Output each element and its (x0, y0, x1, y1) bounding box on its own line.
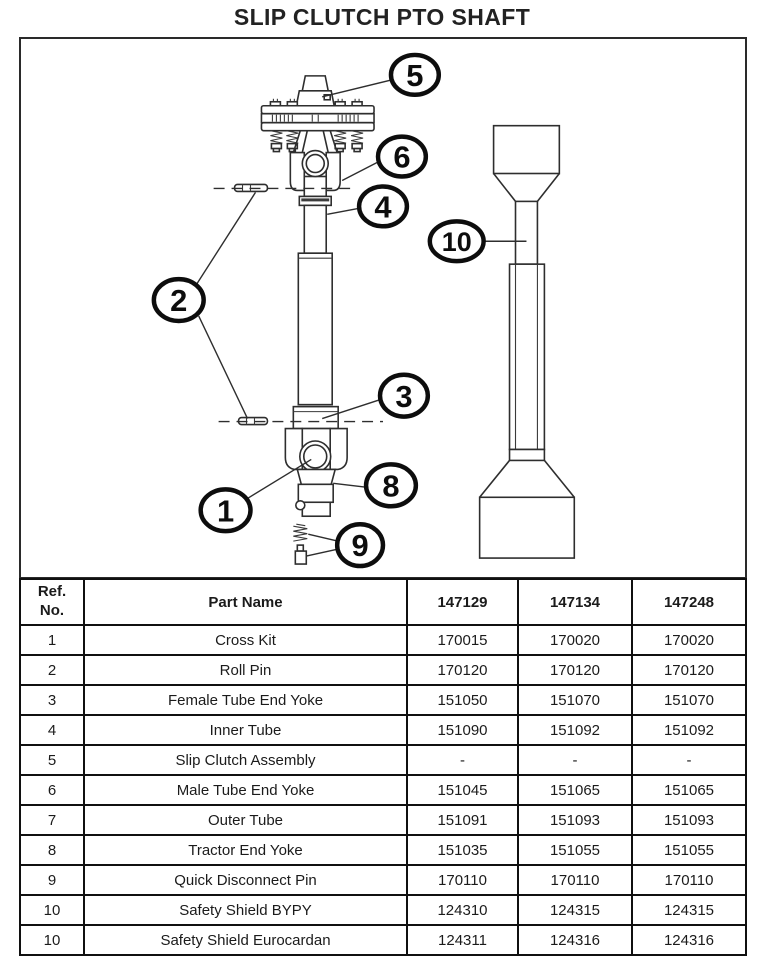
table-row (20, 745, 746, 775)
part-number-cell: 170110 (632, 865, 746, 895)
callout-10 (430, 221, 484, 261)
part-name-cell: Inner Tube (84, 715, 407, 745)
inner-tube-drawing (304, 205, 326, 253)
part-number-cell: 151045 (407, 775, 518, 805)
part-number-cell: 151070 (518, 685, 632, 715)
leader-6 (342, 162, 379, 181)
svg-text:5: 5 (406, 57, 424, 93)
svg-text:3: 3 (395, 378, 413, 414)
part-number-cell: 170020 (632, 625, 746, 655)
part-name-cell: Cross Kit (84, 625, 407, 655)
callout-4 (359, 186, 407, 226)
svg-text:8: 8 (382, 468, 400, 504)
part-name-cell: Tractor End Yoke (84, 835, 407, 865)
part-number-cell: 151070 (632, 685, 746, 715)
header-ref-line1: Ref. (37, 583, 67, 601)
svg-text:10: 10 (441, 226, 472, 257)
part-number-cell: 124316 (518, 925, 632, 955)
svg-text:6: 6 (393, 139, 411, 175)
part-number-cell: 170015 (407, 625, 518, 655)
part-number-cell: 170120 (518, 655, 632, 685)
callout-2 (154, 279, 204, 321)
ref-cell: 3 (20, 685, 84, 715)
callout-6 (378, 137, 426, 177)
part-number-cell: 151055 (632, 835, 746, 865)
callout-3 (380, 375, 428, 417)
table-header-row (20, 579, 746, 625)
part-number-cell: 170120 (632, 655, 746, 685)
part-number-cell: 124315 (632, 895, 746, 925)
quick-disconnect-pin-drawing (293, 524, 307, 564)
callout-5 (391, 55, 439, 95)
parts-table (19, 578, 747, 956)
part-number-cell: 151090 (407, 715, 518, 745)
part-name-cell: Outer Tube (84, 805, 407, 835)
ref-cell: 9 (20, 865, 84, 895)
header-model-147248: 147248 (632, 579, 746, 625)
header-ref-no (20, 579, 84, 625)
part-number-cell: 124316 (632, 925, 746, 955)
tractor-end-yoke-drawing (296, 469, 335, 516)
ref-cell: 1 (20, 625, 84, 655)
svg-text:4: 4 (374, 189, 392, 225)
ref-cell: 8 (20, 835, 84, 865)
table-row (20, 925, 746, 955)
part-number-cell: 124315 (518, 895, 632, 925)
part-name-cell: Female Tube End Yoke (84, 685, 407, 715)
part-number-cell: 151093 (632, 805, 746, 835)
part-number-cell: 151050 (407, 685, 518, 715)
header-ref-line2: No. (39, 602, 65, 619)
leader-lines (197, 80, 527, 556)
table-row (20, 625, 746, 655)
part-number-cell: 170120 (407, 655, 518, 685)
leader-2-bottom (199, 316, 248, 419)
leader-9-bottom (306, 549, 338, 556)
diagram-frame (19, 37, 747, 579)
ref-cell: 10 (20, 895, 84, 925)
part-number-cell: 170020 (518, 625, 632, 655)
part-number-cell: 151065 (518, 775, 632, 805)
leader-2-top (197, 192, 256, 284)
header-part-name: Part Name (84, 579, 407, 625)
table-row (20, 715, 746, 745)
part-number-cell: 151065 (632, 775, 746, 805)
part-name-cell: Quick Disconnect Pin (84, 865, 407, 895)
part-name-cell: Male Tube End Yoke (84, 775, 407, 805)
svg-text:1: 1 (216, 493, 235, 529)
page-title: SLIP CLUTCH PTO SHAFT (233, 4, 531, 30)
part-number-cell: - (518, 745, 632, 775)
header-model-147134: 147134 (518, 579, 632, 625)
table-row (20, 895, 746, 925)
ref-cell: 6 (20, 775, 84, 805)
part-number-cell: 151093 (518, 805, 632, 835)
callout-9 (337, 524, 383, 566)
part-number-cell: 170110 (518, 865, 632, 895)
part-number-cell: 151035 (407, 835, 518, 865)
part-number-cell: 151092 (632, 715, 746, 745)
ref-cell: 5 (20, 745, 84, 775)
leader-9-top (308, 534, 338, 541)
part-number-cell: 124310 (407, 895, 518, 925)
part-number-cell: 151092 (518, 715, 632, 745)
part-number-cell: 151091 (407, 805, 518, 835)
callout-1 (201, 489, 251, 531)
slip-clutch-assembly-drawing (261, 76, 374, 153)
part-name-cell: Safety Shield Eurocardan (84, 925, 407, 955)
qd-pin-button (296, 501, 305, 510)
ref-cell: 10 (20, 925, 84, 955)
ref-cell: 7 (20, 805, 84, 835)
part-name-cell: Slip Clutch Assembly (84, 745, 407, 775)
svg-text:9: 9 (351, 528, 369, 564)
table-row (20, 775, 746, 805)
male-tube-end-yoke-drawing (290, 151, 340, 206)
leader-4 (327, 208, 359, 214)
callout-8 (366, 464, 416, 506)
table-row (20, 865, 746, 895)
part-number-cell: 170110 (407, 865, 518, 895)
part-number-cell: 124311 (407, 925, 518, 955)
header-model-147129: 147129 (407, 579, 518, 625)
part-number-cell: - (632, 745, 746, 775)
part-number-cell: - (407, 745, 518, 775)
pto-shaft-diagram (21, 39, 745, 577)
leader-5 (322, 80, 392, 97)
table-row (20, 655, 746, 685)
table-row (20, 835, 746, 865)
outer-tube-drawing (298, 253, 332, 404)
ref-cell: 4 (20, 715, 84, 745)
leader-8 (333, 483, 367, 487)
table-row (20, 685, 746, 715)
safety-shield-drawing (480, 126, 575, 558)
female-tube-end-yoke-drawing (285, 407, 347, 472)
part-name-cell: Roll Pin (84, 655, 407, 685)
svg-text:2: 2 (170, 283, 188, 319)
ref-cell: 2 (20, 655, 84, 685)
part-number-cell: 151055 (518, 835, 632, 865)
part-name-cell: Safety Shield BYPY (84, 895, 407, 925)
table-row (20, 805, 746, 835)
